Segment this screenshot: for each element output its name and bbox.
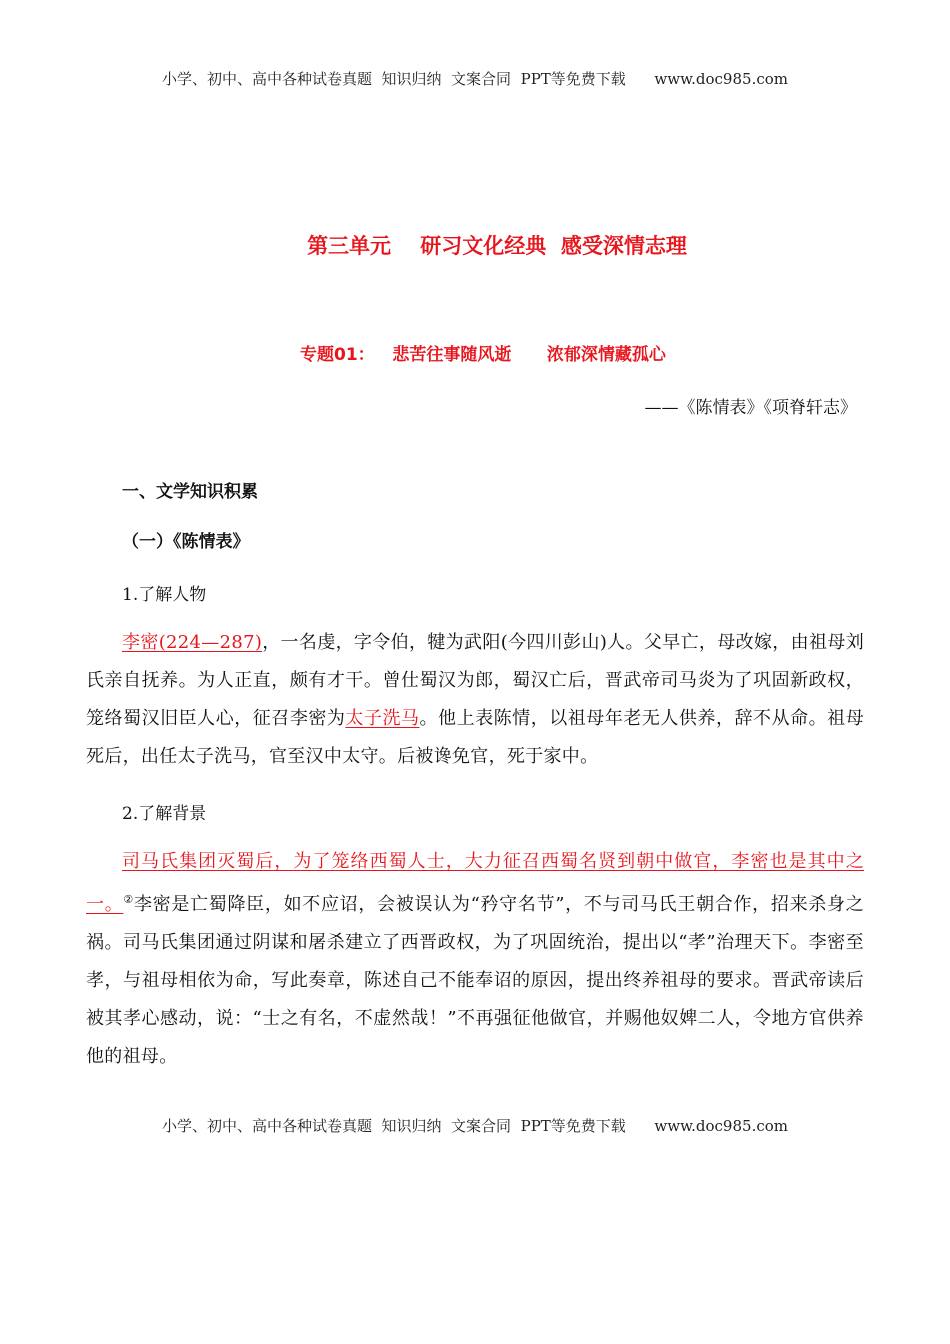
item-heading-character: 1.了解人物	[122, 585, 207, 605]
paragraph-text: 李密是亡蜀降臣，如不应诏，会被误认为“矜守名节”，不与司马氏王朝合作，招来杀身之祸。司马氏集团通过阴谋和屠杀建立了西晋政权，为了巩固统治，提出以“孝”治理天下。李密至孝，与祖母相依为命，写此奏章，陈述自己不能奉诏的原因，提出终养祖母的要求。晋武帝读后被其孝心感动，说：“士之有名，不虚然哉！”不再强征他做官，并赐他奴婢二人，令地方官供养他的祖母。	[86, 894, 864, 1067]
subsection-heading: （一）《陈情表》	[122, 532, 250, 552]
source-attribution: ——《陈情表》《项脊轩志》	[644, 398, 857, 418]
topic-title: 专题01： 悲苦往事随风逝 浓郁深情藏孤心	[300, 345, 666, 365]
item-heading-background: 2.了解背景	[122, 804, 207, 824]
unit-title: 第三单元 研习文化经典 感受深情志理	[307, 234, 687, 258]
page-footer: 小学、初中、高中各种试卷真题 知识归纳 文案合同 PPT等免费下载 www.doc985.com	[161, 1117, 788, 1135]
paragraph-background	[86, 843, 864, 1076]
paragraph-text: 。他上表陈情，以祖母年老无人供养，辞不从命。祖母死后，出任太子洗马，官至汉中太守。后被谗免官，死于家中。	[86, 708, 864, 767]
highlight-author-name: 李密(224—287)	[122, 632, 263, 653]
footnote-marker: ②	[123, 893, 134, 906]
paragraph-text: ，一名虔，字令伯，犍为武阳(今四川彭山)人。父早亡，母改嫁，由祖母刘氏亲自抚养。为人正直，颇有才干。曾仕蜀汉为郎，蜀汉亡后，晋武帝司马炎为了巩固新政权，笼络蜀汉旧臣人心，征召李密为	[86, 632, 864, 729]
highlight-background: 司马氏集团灭蜀后，为了笼络西蜀人士，大力征召西蜀名贤到朝中做官，李密也是其中之一。	[86, 851, 864, 915]
page-header: 小学、初中、高中各种试卷真题 知识归纳 文案合同 PPT等免费下载 www.doc985.com	[161, 70, 788, 88]
highlight-official-title: 太子洗马	[345, 708, 420, 729]
paragraph-character	[86, 624, 864, 776]
section-heading: 一、文学知识积累	[122, 482, 258, 502]
